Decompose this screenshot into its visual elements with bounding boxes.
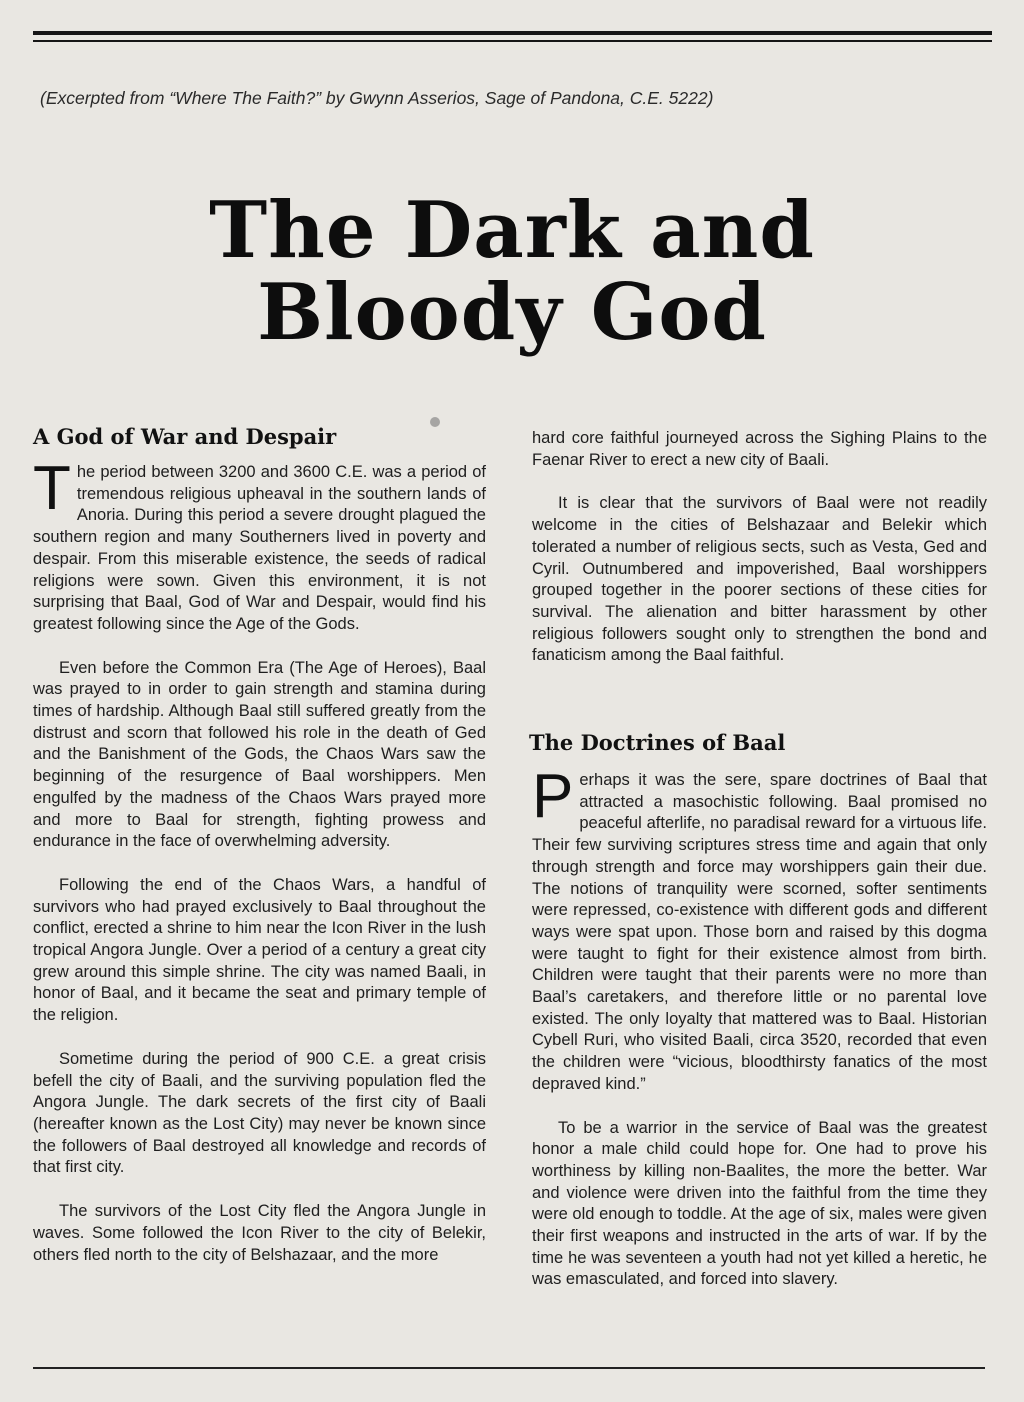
section-heading-war-despair: A God of War and Despair [33, 424, 337, 449]
paragraph [532, 762, 987, 1096]
excerpt-credit: (Excerpted from “Where The Faith?” by Gwynn Asserios, Sage of Pandona, C.E. 5222) [40, 88, 714, 108]
section-heading-doctrines: The Doctrines of Baal [529, 730, 786, 755]
paragraph: Even before the Common Era (The Age of Heroes), Baal was prayed to in order to gain strength and stamina during times of hardship. Although Baal still suffered greatly from the distrust and scorn that followed his role in the death of Ged and the Banishment of the Gods, the Chaos Wars saw the beginning of the resurgence of Baal worshippers. Men engulfed by the madness of the Chaos Wars prayed more and more to Baal for strength, fighting prowess and endurance in the face of overwhelming adversity. [33, 658, 486, 851]
ink-speck [430, 417, 440, 427]
paragraph-text: he period between 3200 and 3600 C.E. was a period of tremendous religious upheaval in the southern lands of Anoria. During this period a severe drought plagued the southern region and many Southerners lived in poverty and despair. From this miserable existence, the seeds of radical religions were sown. Given this environment, it is not surprising that Baal, God of War and Despair, would find his greatest following since the Age of the Gods. [33, 463, 486, 633]
paragraph: Sometime during the period of 900 C.E. a great crisis befell the city of Baali, and the surviving population fled the Angora Jungle. The dark secrets of the first city of Baali (hereafter known as the Lost City) may never be known since the followers of Baal destroyed all knowledge and records of that first city. [33, 1049, 486, 1177]
drop-cap: P [532, 762, 574, 831]
top-rule-thin [33, 40, 992, 42]
paragraph [33, 454, 486, 636]
right-column-top [532, 428, 987, 667]
paragraph: Following the end of the Chaos Wars, a handful of survivors who had prayed exclusively to Baal throughout the conflict, erected a shrine to him near the Icon River in the lush tropical Angora Jungle. Over a period of a century a great city grew around this simple shrine. The city was named Baali, in honor of Baal, and it became the seat and primary temple of the religion. [33, 875, 486, 1025]
bottom-rule [33, 1367, 985, 1369]
left-column [33, 454, 486, 1266]
drop-cap: T [33, 454, 71, 523]
right-column-bottom [532, 762, 987, 1291]
page-title [60, 185, 964, 358]
top-rule-thick [33, 31, 992, 35]
title-line-2: Bloody God [257, 267, 767, 358]
paragraph-text: erhaps it was the sere, spare doctrines of Baal that attracted a masochistic following. Baal promised no peaceful afterlife, no paradisal reward for a virtuous life. Their few surviving scriptures stress time and again that only through strength and force may worshippers gain their due. The notions of tranquility were scorned, softer sentiments were repressed, co-existence with different gods and different ways were spat upon. Those born and raised by this dogma were taught to fight for their existence almost from birth. Children were taught that their parents were no more than Baal’s caretakers, and therefore little or no parental love existed. The only loyalty that mattered was to Baal. Historian Cybell Ruri, who visited Baali, circa 3520, recorded that even the children were “vicious, bloodthirsty fanatics of the most depraved kind.” [532, 771, 987, 1093]
paragraph: It is clear that the survivors of Baal were not readily welcome in the cities of Belshazaar and Belekir which tolerated a number of religious sects, such as Vesta, Ged and Cyril. Outnumbered and impoverished, Baal worshippers grouped together in the poorer sections of these cities for survival. The alienation and bitter harassment by other religious followers sought only to strengthen the bond and fanaticism among the Baal faithful. [532, 494, 987, 665]
paragraph: hard core faithful journeyed across the Sighing Plains to the Faenar River to erect a new city of Baali. [532, 429, 987, 469]
paragraph: The survivors of the Lost City fled the Angora Jungle in waves. Some followed the Icon River to the city of Belekir, others fled north to the city of Belshazaar, and the more [33, 1202, 486, 1264]
title-line-1: The Dark and [209, 185, 815, 276]
paragraph: To be a warrior in the service of Baal was the greatest honor a male child could hope for. One had to prove his worthiness by killing non-Baalites, the more the better. War and violence were driven into the faithful from the time they were old enough to toddle. At the age of six, males were given their first weapons and instructed in the arts of war. If by the time he was seventeen a youth had not yet killed a heretic, he was emasculated, and forced into slavery. [532, 1118, 987, 1289]
